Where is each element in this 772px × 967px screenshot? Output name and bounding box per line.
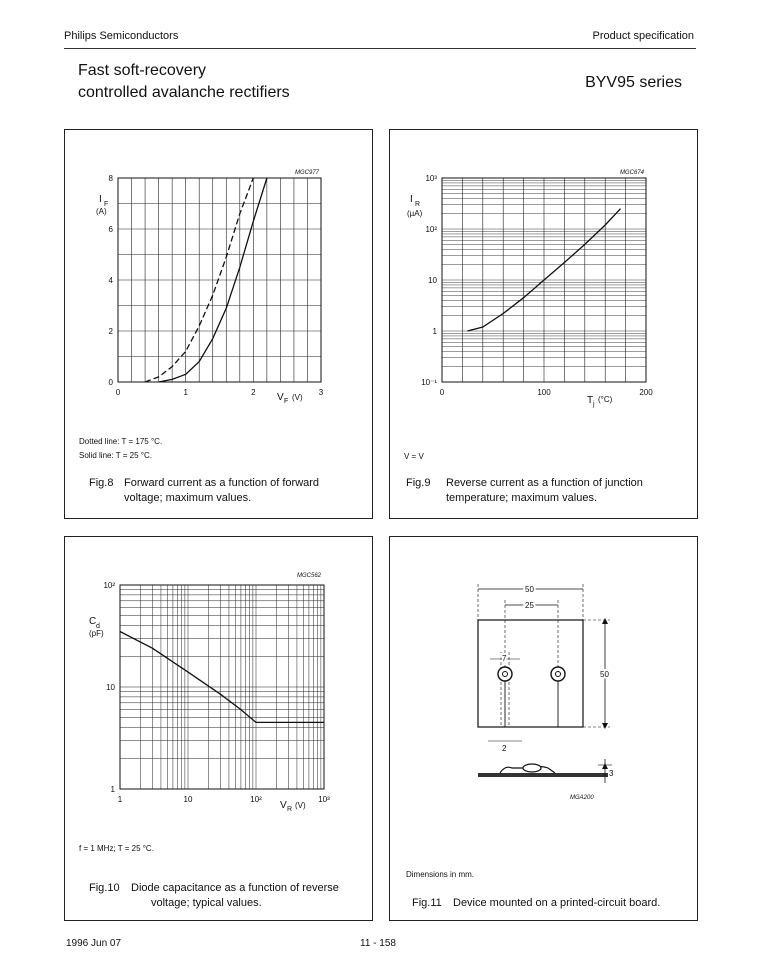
y-tick-label: 1 [432, 327, 437, 336]
header-rule [64, 48, 696, 49]
pad-right [551, 667, 565, 681]
arrow-3 [602, 763, 608, 769]
fig9-note: V = V [404, 452, 424, 461]
dim-label-25: 25 [525, 601, 534, 610]
fig9-chart [390, 130, 699, 520]
fig10-ylabel-sub: d [96, 623, 100, 630]
fig8-xunit: (V) [292, 393, 303, 402]
dim-label-50-right: 50 [600, 670, 609, 679]
fig11-drawing [390, 537, 699, 922]
x-tick-label: 0 [439, 388, 445, 397]
fig8-xlabel-sub: F [284, 398, 289, 405]
x-tick-label: 10² [250, 795, 262, 804]
footer-date: 1996 Jun 07 [66, 938, 122, 949]
footer-page: 11 - 158 [360, 938, 396, 949]
y-tick-label: 10 [106, 683, 115, 692]
fig8-xlabel: V [277, 392, 284, 403]
fig9-caption-line2: temperature; maximum values. [446, 492, 597, 504]
y-tick-label: 10 [428, 276, 437, 285]
fig8-caption-line1: Forward current as a function of forward [124, 477, 320, 489]
fig9-xlabel-sub: j [593, 401, 595, 408]
fig8-code: MGC977 [295, 170, 320, 176]
fig10-xlabel: V [280, 800, 287, 811]
product-title-line1: Fast soft-recovery [78, 62, 207, 79]
dim-label-3: 3 [609, 769, 614, 778]
y-tick-label: 10⁻¹ [421, 378, 437, 387]
y-tick-label: 4 [108, 276, 113, 285]
fig8-note-dotted: Dotted line: T = 175 °C. [79, 437, 163, 446]
fig10-yunit: (pF) [89, 629, 104, 638]
fig8-yunit: (A) [96, 207, 107, 216]
fig8-caption-number: Fig.8 [89, 477, 114, 489]
fig10-ylabel: C [89, 616, 97, 627]
fig8-panel [64, 129, 373, 519]
fig9-code: MGC674 [620, 170, 645, 176]
fig9-caption-line1: Reverse current as a function of junction [446, 477, 643, 489]
fig8-ylabel: I [99, 194, 102, 205]
y-tick-label: 1 [110, 785, 115, 794]
company-name: Philips Semiconductors [64, 30, 179, 42]
arrow-up-50 [602, 618, 608, 624]
product-title-line2: controlled avalanche rectifiers [78, 84, 290, 101]
x-tick-label: 200 [639, 388, 653, 397]
x-tick-label: 3 [318, 388, 324, 397]
fig8-chart [65, 130, 374, 520]
pcb-side-view [478, 773, 608, 777]
pcb-outline [478, 620, 583, 727]
fig11-panel [389, 536, 698, 921]
y-tick-label: 0 [108, 378, 113, 387]
fig8-note-solid: Solid line: T = 25 °C. [79, 451, 152, 460]
fig10-note: f = 1 MHz; T = 25 °C. [79, 844, 154, 853]
fig11-code: MGA200 [570, 795, 594, 801]
dim-label-50-top: 50 [525, 585, 534, 594]
y-tick-label: 10³ [425, 174, 437, 183]
x-tick-label: 1 [117, 795, 123, 804]
document-type: Product specification [592, 30, 694, 42]
y-tick-label: 6 [108, 225, 113, 234]
fig8-caption-line2: voltage; maximum values. [124, 492, 252, 504]
y-tick-label: 10² [103, 581, 115, 590]
x-tick-label: 2 [251, 388, 256, 397]
fig9-panel [389, 129, 698, 519]
dim-label-2: 2 [502, 744, 507, 753]
x-tick-label: 10³ [318, 795, 330, 804]
dim-label-7: 7 [502, 654, 507, 663]
x-tick-label: 10 [183, 795, 193, 804]
fig9-ylabel-sub: R [415, 201, 421, 208]
y-tick-label: 2 [108, 327, 113, 336]
fig9-yunit: (µA) [407, 209, 423, 218]
y-tick-label: 8 [108, 174, 113, 183]
fig9-caption-number: Fig.9 [406, 477, 431, 489]
fig10-xlabel-sub: R [287, 806, 293, 813]
fig10-xunit: (V) [295, 801, 306, 810]
product-series: BYV95 series [585, 74, 682, 91]
fig9-xlabel: T [587, 395, 594, 406]
fig11-note: Dimensions in mm. [406, 870, 475, 879]
fig11-caption-line1: Device mounted on a printed-circuit board. [453, 897, 661, 909]
x-tick-label: 100 [537, 388, 551, 397]
y-tick-label: 10² [425, 225, 437, 234]
fig9-ylabel: I [410, 194, 413, 205]
fig10-caption-line1: Diode capacitance as a function of reverse [131, 882, 339, 894]
arrow-down-50 [602, 723, 608, 729]
fig9-xunit: (°C) [598, 395, 613, 404]
fig10-panel [64, 536, 373, 921]
fig10-caption-number: Fig.10 [89, 882, 120, 894]
data-series-line-solid [120, 632, 324, 723]
x-tick-label: 1 [183, 388, 188, 397]
fig10-code: MGC562 [297, 573, 322, 579]
fig11-caption-number: Fig.11 [412, 897, 442, 909]
fig10-chart [65, 537, 374, 922]
fig8-ylabel-sub: F [104, 201, 109, 208]
fig10-caption-line2: voltage; typical values. [151, 897, 262, 909]
pad-left [498, 667, 512, 681]
x-tick-label: 0 [115, 388, 121, 397]
diode-body-side [523, 764, 541, 772]
